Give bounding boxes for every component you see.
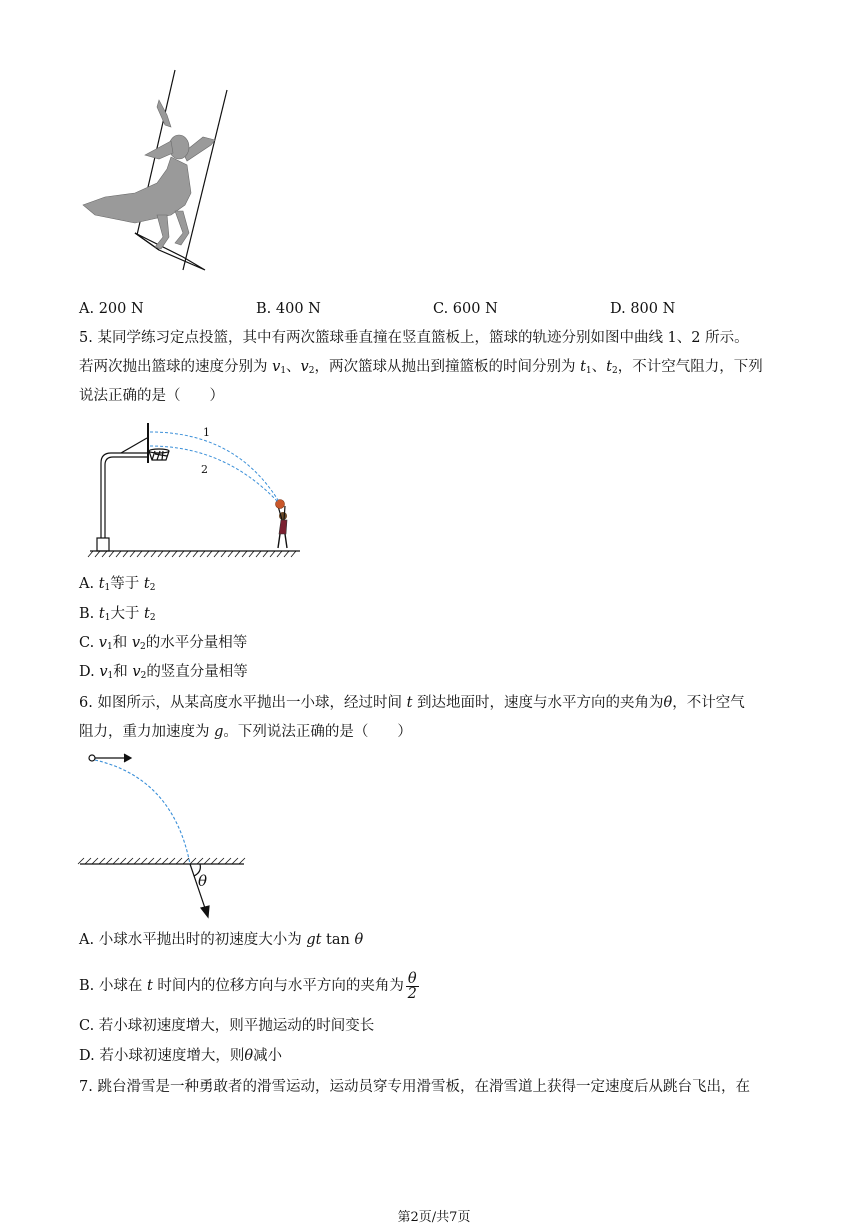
q5-stem-line3: 说法正确的是（ ） xyxy=(79,388,224,404)
q4-option-a: A. 200 N xyxy=(79,301,144,317)
q6-option-b: B. 小球在 t 时间内的位移方向与水平方向的夹角为 $\frac{\theta}{2}$ xyxy=(79,970,417,1002)
theta-over-2-fraction: $\frac{\theta}{2}$ xyxy=(407,970,417,1002)
q6-stem-line1: 6. 如图所示，从某高度水平抛出一小球，经过时间 t 到达地面时，速度与水平方向的夹角为θ，不计空气 xyxy=(79,695,745,711)
q6-option-a: A. 小球水平抛出时的初速度大小为 gt tan θ xyxy=(79,932,364,948)
curve-1-label: 1 xyxy=(203,426,210,439)
q6-stem-line2: 阻力，重力加速度为 g。下列说法正确的是（ ） xyxy=(79,724,412,740)
q5-option-b: B. $t_1$大于 $t_2$ xyxy=(79,606,156,623)
q6-option-c: C. 若小球初速度增大，则平抛运动的时间变长 xyxy=(79,1018,375,1034)
q5-option-a: A. $t_1$等于 $t_2$ xyxy=(79,576,156,593)
q5-option-c: C. $v_1$和 $v_2$的水平分量相等 xyxy=(79,635,248,652)
swing-figure xyxy=(75,65,235,290)
page-number: 第2页/共7页 xyxy=(397,1210,471,1225)
q5-stem-line1: 5. 某同学练习定点投篮，其中有两次篮球垂直撞在竖直篮板上，篮球的轨迹分别如图中曲线 1、2 所示。 xyxy=(79,330,749,346)
q4-option-c: C. 600 N xyxy=(433,301,498,317)
projectile-figure xyxy=(78,748,253,923)
q7-stem-line1: 7. 跳台滑雪是一种勇敢者的滑雪运动，运动员穿专用滑雪板，在滑雪道上获得一定速度后从跳台飞出，在 xyxy=(79,1079,750,1095)
q4-option-d: D. 800 N xyxy=(610,301,676,317)
q5-option-d: D. $v_1$和 $v_2$的竖直分量相等 xyxy=(79,664,248,681)
q4-option-b: B. 400 N xyxy=(256,301,321,317)
q6-option-d: D. 若小球初速度增大，则θ减小 xyxy=(79,1048,283,1064)
curve-2-label: 2 xyxy=(201,463,208,476)
basketball-figure xyxy=(85,418,305,563)
theta-label: θ xyxy=(198,872,208,890)
q5-stem-line2: 若两次抛出篮球的速度分别为 $v_1$、$v_2$，两次篮球从抛出到撞篮板的时间分别为 $t_1$、$t_2$，不计空气阻力，下列 xyxy=(79,359,763,376)
